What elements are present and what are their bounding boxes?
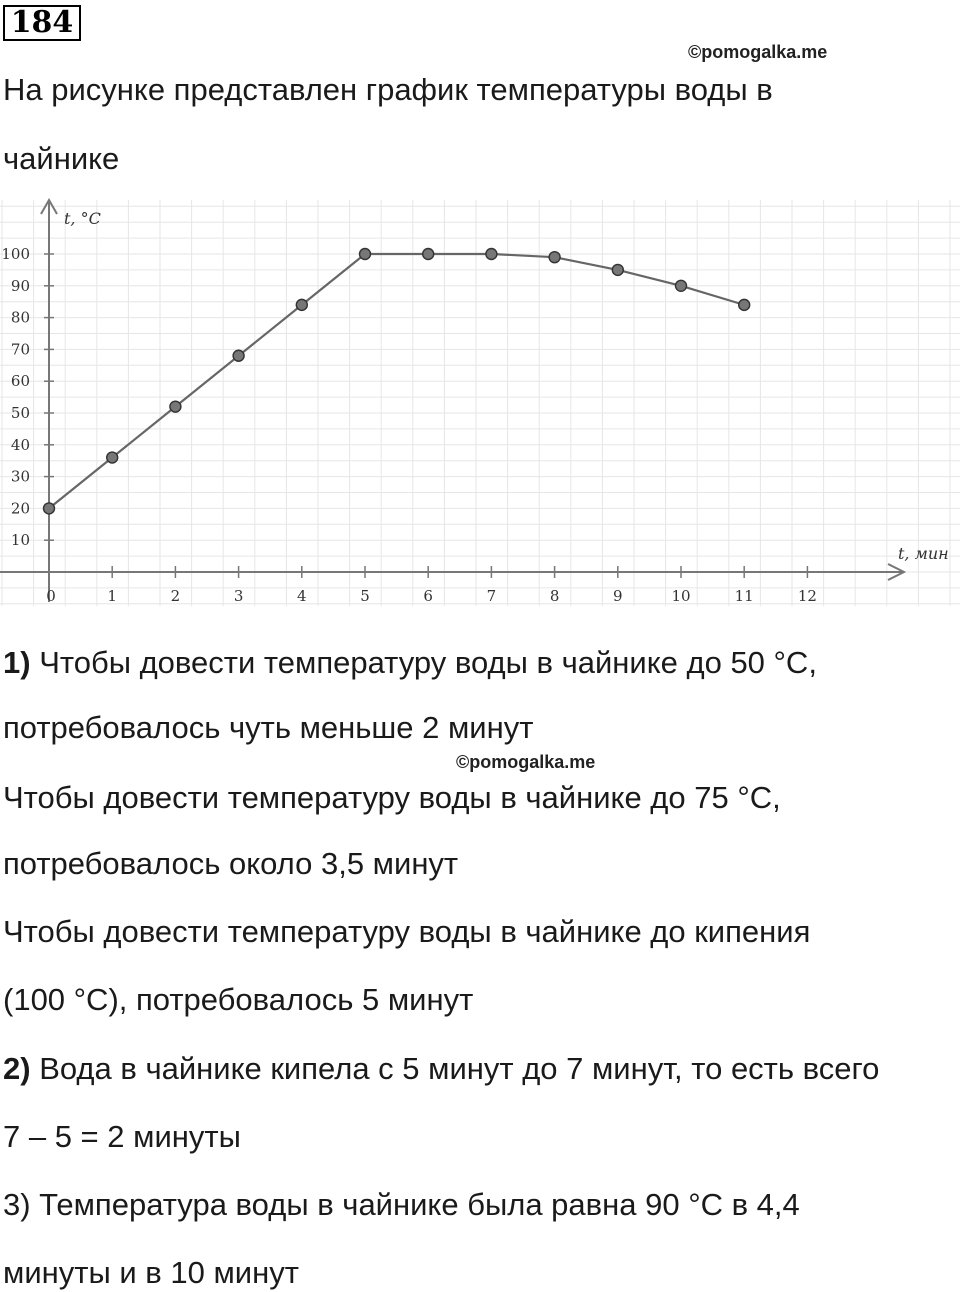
data-point	[676, 280, 687, 291]
x-tick-label: 3	[233, 587, 244, 605]
data-point	[423, 249, 434, 260]
p3-line-2: минуты и в 10 минут	[3, 1255, 299, 1290]
y-tick-label: 80	[10, 308, 30, 327]
watermark-middle: ©pomogalka.me	[456, 752, 596, 772]
data-point	[360, 249, 371, 260]
x-tick-label: 11	[734, 587, 754, 605]
data-point	[486, 249, 497, 260]
data-point	[107, 452, 118, 463]
p1-line-1	[3, 645, 817, 681]
data-point	[44, 503, 55, 514]
p2-line-1	[3, 1051, 879, 1087]
data-point	[739, 299, 750, 310]
intro-line-1: На рисунке представлен график температуры воды в	[3, 72, 773, 107]
data-point	[612, 264, 623, 275]
y-tick-label: 10	[10, 531, 30, 550]
y-tick-label: 60	[10, 372, 30, 391]
x-tick-label: 8	[549, 587, 560, 605]
y-tick-label: 70	[10, 340, 30, 359]
p2-line-2: 7 – 5 = 2 минуты	[3, 1119, 241, 1154]
intro-line-2: чайнике	[3, 141, 120, 176]
x-tick-label: 1	[107, 587, 117, 605]
y-tick-label: 40	[10, 435, 30, 454]
p1-label: 1)	[3, 645, 31, 680]
y-axis-label: t, °C	[64, 209, 101, 228]
x-tick-label: 5	[360, 587, 370, 605]
x-tick-label: 4	[297, 587, 307, 605]
x-tick-label: 10	[671, 587, 691, 605]
y-tick-label: 100	[1, 245, 30, 263]
temperature-chart	[0, 190, 960, 610]
p2-label: 2)	[3, 1051, 31, 1086]
x-tick-label: 7	[486, 587, 497, 605]
x-tick-label: 0	[46, 587, 56, 605]
data-point	[233, 350, 244, 361]
data-point	[549, 252, 560, 263]
p1-line-4: потребовалось около 3,5 минут	[3, 846, 459, 881]
y-tick-label: 20	[10, 499, 30, 518]
x-axis-label: t, мин	[898, 544, 949, 563]
x-tick-label: 12	[797, 587, 817, 605]
y-tick-label: 90	[10, 276, 30, 295]
p1-line-5: Чтобы довести температуру воды в чайнике до кипения	[3, 914, 811, 949]
y-tick-label: 30	[10, 467, 30, 486]
p1-line-6: (100 °C), потребовалось 5 минут	[3, 982, 474, 1017]
chart-ticks	[1, 245, 817, 605]
p1-line-2: потребовалось чуть меньше 2 минут	[3, 710, 534, 745]
chart-grid	[0, 200, 960, 606]
p1-line-1-text: Чтобы довести температуру воды в чайнике до 50 °C,	[30, 645, 817, 680]
chart-axes	[0, 200, 904, 602]
problem-number: 184	[3, 5, 81, 41]
watermark-top: ©pomogalka.me	[688, 42, 828, 62]
data-point	[170, 401, 181, 412]
p3-line-1: 3) Температура воды в чайнике была равна 90 °C в 4,4	[3, 1187, 800, 1222]
p2-line-1-text: Вода в чайнике кипела с 5 минут до 7 минут, то есть всего	[30, 1051, 880, 1086]
p1-line-3: Чтобы довести температуру воды в чайнике до 75 °C,	[3, 780, 781, 815]
data-point	[296, 299, 307, 310]
x-tick-label: 6	[423, 587, 433, 605]
x-tick-label: 2	[170, 587, 181, 605]
y-tick-label: 50	[10, 404, 30, 422]
x-tick-label: 9	[613, 587, 623, 605]
